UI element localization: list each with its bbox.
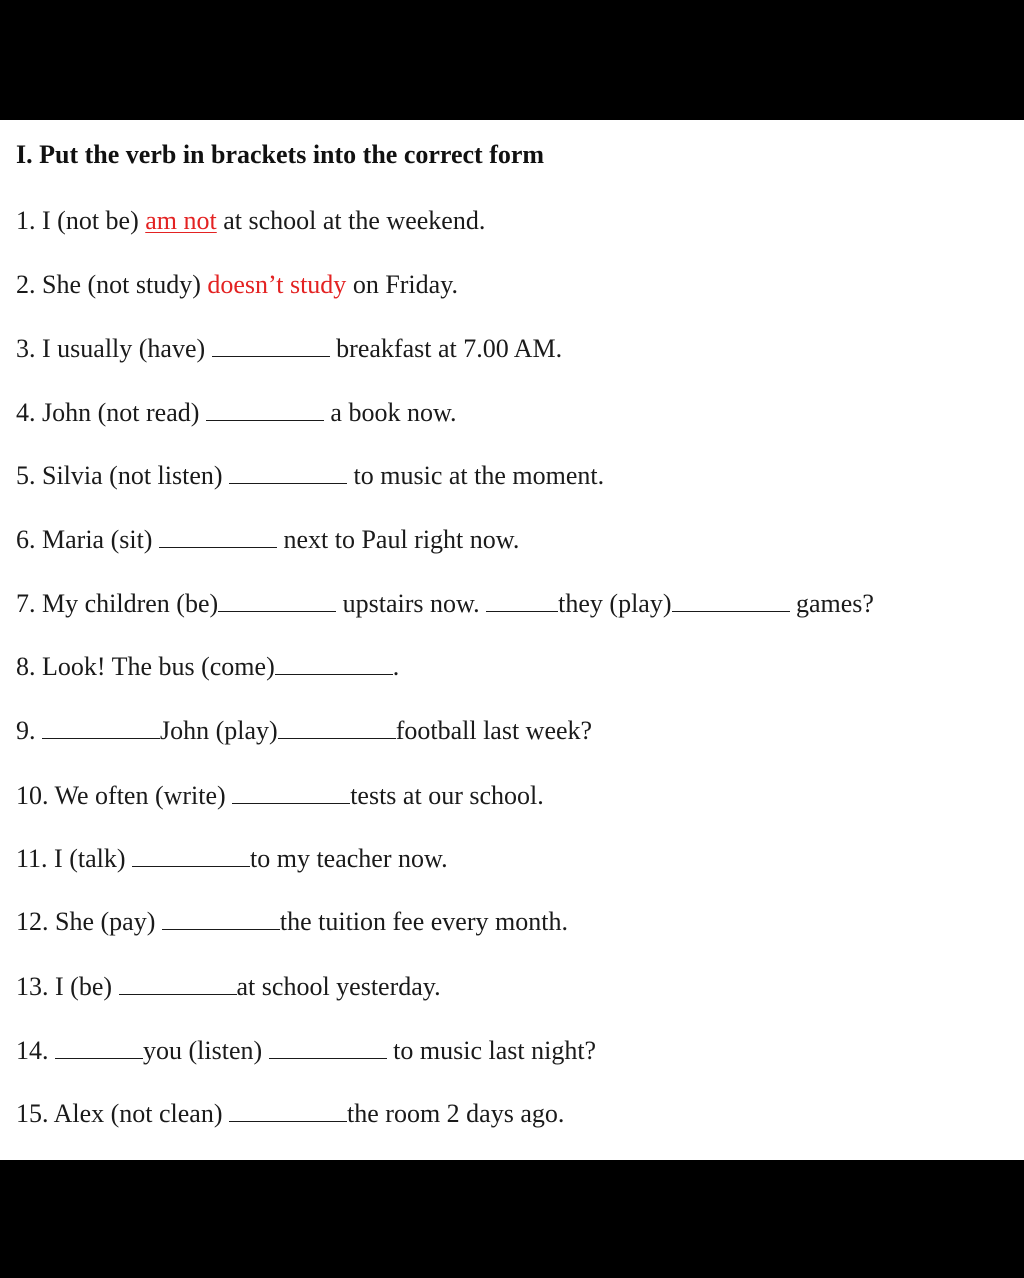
answer-blank[interactable] bbox=[206, 398, 324, 421]
question-number: 13. bbox=[16, 972, 49, 1001]
question-prompt: Silvia (not listen) bbox=[42, 461, 223, 490]
question-3 bbox=[16, 334, 562, 364]
bottom-black-bar bbox=[0, 1160, 1024, 1278]
question-14 bbox=[16, 1036, 596, 1066]
question-number: 6. bbox=[16, 525, 36, 554]
answer-blank[interactable] bbox=[55, 1036, 143, 1059]
question-number: 15. bbox=[16, 1099, 49, 1128]
question-number: 11. bbox=[16, 844, 48, 873]
question-number: 2. bbox=[16, 270, 36, 299]
question-continuation: tests at our school. bbox=[350, 781, 544, 810]
worksheet bbox=[0, 120, 1024, 1160]
question-7 bbox=[16, 589, 874, 619]
question-number: 3. bbox=[16, 334, 36, 363]
answer-blank[interactable] bbox=[218, 589, 336, 612]
question-prompt: I (talk) bbox=[54, 844, 126, 873]
question-middle: upstairs now. bbox=[342, 589, 480, 618]
question-number: 5. bbox=[16, 461, 36, 490]
answer-blank[interactable] bbox=[159, 525, 277, 548]
question-10 bbox=[16, 781, 544, 811]
question-number: 10. bbox=[16, 781, 49, 810]
question-number: 9. bbox=[16, 716, 36, 745]
answer-blank[interactable] bbox=[212, 334, 330, 357]
question-12 bbox=[16, 907, 568, 937]
question-6 bbox=[16, 525, 519, 555]
answer-blank[interactable] bbox=[162, 907, 280, 930]
question-prompt: Alex (not clean) bbox=[53, 1099, 223, 1128]
question-continuation: breakfast at 7.00 AM. bbox=[336, 334, 563, 363]
answer-blank[interactable] bbox=[269, 1036, 387, 1059]
filled-answer: doesn’t study bbox=[207, 270, 347, 299]
question-11 bbox=[16, 844, 448, 874]
question-prompt: We often (write) bbox=[54, 781, 226, 810]
question-prompt: My children (be) bbox=[42, 589, 219, 618]
question-continuation: to music last night? bbox=[393, 1036, 597, 1065]
question-continuation: to my teacher now. bbox=[250, 844, 448, 873]
answer-blank[interactable] bbox=[672, 589, 790, 612]
answer-blank[interactable] bbox=[232, 781, 350, 804]
answer-blank[interactable] bbox=[42, 716, 160, 739]
answer-blank[interactable] bbox=[229, 461, 347, 484]
question-prompt: Maria (sit) bbox=[42, 525, 153, 554]
question-number: 12. bbox=[16, 907, 49, 936]
question-8 bbox=[16, 652, 399, 682]
question-prompt: I (be) bbox=[55, 972, 113, 1001]
answer-blank[interactable] bbox=[119, 972, 237, 995]
question-number: 14. bbox=[16, 1036, 49, 1065]
question-number: 8. bbox=[16, 652, 36, 681]
question-prompt: She (not study) bbox=[42, 270, 201, 299]
question-middle: you (listen) bbox=[143, 1036, 263, 1065]
question-13 bbox=[16, 972, 441, 1002]
question-continuation: . bbox=[392, 652, 400, 681]
exercise-heading: I. Put the verb in brackets into the correct form bbox=[16, 140, 545, 169]
question-2 bbox=[16, 270, 458, 300]
top-black-bar bbox=[0, 0, 1024, 120]
question-prompt: I (not be) bbox=[42, 206, 139, 235]
question-number: 7. bbox=[16, 589, 36, 618]
question-continuation: a book now. bbox=[330, 398, 457, 427]
question-continuation: the tuition fee every month. bbox=[279, 907, 568, 936]
question-middle: John (play) bbox=[160, 716, 278, 745]
question-9 bbox=[16, 716, 592, 746]
filled-answer: am not bbox=[145, 206, 217, 235]
question-continuation: football last week? bbox=[395, 716, 593, 745]
question-15 bbox=[16, 1099, 564, 1129]
answer-blank[interactable] bbox=[278, 716, 396, 739]
answer-blank[interactable] bbox=[229, 1099, 347, 1122]
question-5 bbox=[16, 461, 604, 491]
question-continuation: the room 2 days ago. bbox=[347, 1099, 565, 1128]
answer-blank[interactable] bbox=[275, 652, 393, 675]
answer-blank[interactable] bbox=[132, 844, 250, 867]
question-prompt: I usually (have) bbox=[42, 334, 206, 363]
question-continuation: at school yesterday. bbox=[236, 972, 441, 1001]
question-4 bbox=[16, 398, 457, 428]
question-number: 4. bbox=[16, 398, 36, 427]
question-middle-2: they (play) bbox=[558, 589, 672, 618]
question-continuation: at school at the weekend. bbox=[223, 206, 486, 235]
question-continuation: on Friday. bbox=[352, 270, 459, 299]
question-prompt: She (pay) bbox=[55, 907, 156, 936]
question-continuation: to music at the moment. bbox=[353, 461, 605, 490]
question-number: 1. bbox=[16, 206, 36, 235]
question-prompt: John (not read) bbox=[42, 398, 200, 427]
question-1 bbox=[16, 206, 485, 236]
question-continuation: next to Paul right now. bbox=[283, 525, 520, 554]
question-continuation: games? bbox=[796, 589, 874, 618]
question-prompt: Look! The bus (come) bbox=[42, 652, 275, 681]
answer-blank[interactable] bbox=[486, 589, 558, 612]
